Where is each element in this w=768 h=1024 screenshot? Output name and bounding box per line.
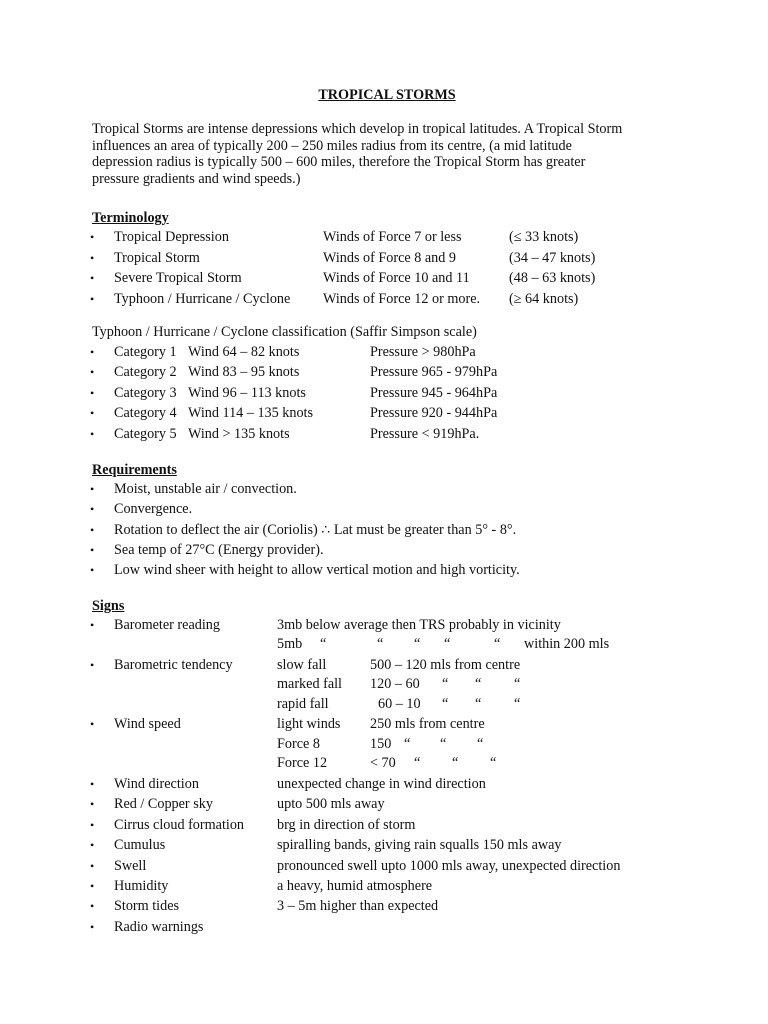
bullet-icon: • xyxy=(90,426,95,441)
sign-value: 500 – 120 mls from centre xyxy=(370,656,521,673)
sign-continuation xyxy=(92,754,692,774)
sign-label: Barometer reading xyxy=(114,616,220,633)
sign-value: pronounced swell upto 1000 mls away, unexpected direction xyxy=(277,857,621,874)
sign-label: Cumulus xyxy=(114,837,166,854)
list-item xyxy=(92,615,692,635)
list-item xyxy=(92,248,692,268)
sign-value: brg in direction of storm xyxy=(277,816,416,833)
list-item xyxy=(92,774,692,794)
term-knots: (≥ 64 knots) xyxy=(509,290,579,307)
bullet-icon: • xyxy=(90,250,95,265)
category-pressure: Pressure < 919hPa. xyxy=(370,425,480,442)
sign-label: Storm tides xyxy=(114,898,180,915)
bullet-icon: • xyxy=(90,838,95,853)
term-name: Tropical Storm xyxy=(114,249,200,266)
sign-value: Force 8 xyxy=(277,735,320,752)
ditto-mark: “ xyxy=(494,636,501,653)
list-item xyxy=(92,383,692,403)
list-item xyxy=(92,876,692,896)
ditto-mark: “ xyxy=(442,676,449,693)
bullet-icon: • xyxy=(90,919,95,934)
bullet-icon: • xyxy=(90,817,95,832)
signs-list xyxy=(92,615,692,937)
list-item xyxy=(92,362,692,382)
sign-label: Wind direction xyxy=(114,775,199,792)
requirements-heading: Requirements xyxy=(92,461,177,478)
intro-paragraph xyxy=(92,121,692,187)
requirement-text: Moist, unstable air / convection. xyxy=(114,480,297,497)
list-item xyxy=(92,815,692,835)
category-pressure: Pressure 965 - 979hPa xyxy=(370,364,498,381)
requirement-text: Low wind sheer with height to allow vertical motion and high vorticity. xyxy=(114,562,520,579)
list-item xyxy=(92,520,692,540)
ditto-mark: “ xyxy=(440,735,447,752)
list-item xyxy=(92,540,692,560)
bullet-icon: • xyxy=(90,717,95,732)
category-pressure: Pressure 920 - 944hPa xyxy=(370,405,498,422)
classification-heading: Typhoon / Hurricane / Cyclone classification (Saffir Simpson scale) xyxy=(92,323,477,340)
list-item xyxy=(92,289,692,309)
ditto-mark: “ xyxy=(320,636,327,653)
sign-value: 120 – 60 xyxy=(370,676,420,693)
bullet-icon: • xyxy=(90,657,95,672)
list-item xyxy=(92,268,692,288)
sign-label: Radio warnings xyxy=(114,918,204,935)
bullet-icon: • xyxy=(90,344,95,359)
classification-list xyxy=(92,342,692,444)
bullet-icon: • xyxy=(90,797,95,812)
term-name: Typhoon / Hurricane / Cyclone xyxy=(114,290,291,307)
ditto-mark: “ xyxy=(514,695,521,712)
sign-value: 5mb xyxy=(277,636,303,653)
sign-value: spiralling bands, giving rain squalls 150 mls away xyxy=(277,837,562,854)
sign-label: Swell xyxy=(114,857,147,874)
category-label: Category 3 xyxy=(114,384,177,401)
term-winds: Winds of Force 12 or more. xyxy=(323,290,481,307)
ditto-mark: “ xyxy=(475,695,482,712)
term-knots: (48 – 63 knots) xyxy=(509,270,596,287)
intro-line: pressure gradients and wind speeds.) xyxy=(92,170,301,187)
sign-value: 3mb below average then TRS probably in vicinity xyxy=(277,616,561,633)
ditto-mark: “ xyxy=(414,636,421,653)
bullet-icon: • xyxy=(90,230,95,245)
bullet-icon: • xyxy=(90,878,95,893)
sign-value: a heavy, humid atmosphere xyxy=(277,877,433,894)
requirement-text: Rotation to deflect the air (Coriolis) ∴ Lat must be greater than 5° - 8°. xyxy=(114,521,517,538)
list-item xyxy=(92,499,692,519)
sign-value: Force 12 xyxy=(277,755,328,772)
bullet-icon: • xyxy=(90,543,95,558)
sign-label: Wind speed xyxy=(114,716,181,733)
sign-continuation xyxy=(92,735,692,755)
sign-value: light winds xyxy=(277,716,341,733)
sign-value: 250 mls from centre xyxy=(370,716,485,733)
term-knots: (34 – 47 knots) xyxy=(509,249,596,266)
intro-line: Tropical Storms are intense depressions which develop in tropical latitudes. A Tropical Storm xyxy=(92,121,623,137)
ditto-mark: “ xyxy=(377,636,384,653)
sign-value: marked fall xyxy=(277,676,342,693)
list-item xyxy=(92,227,692,247)
requirement-text: Sea temp of 27°C (Energy provider). xyxy=(114,542,324,559)
category-wind: Wind 83 – 95 knots xyxy=(188,364,300,381)
term-name: Tropical Depression xyxy=(114,229,229,246)
document-page xyxy=(92,86,692,937)
category-label: Category 2 xyxy=(114,364,177,381)
bullet-icon: • xyxy=(90,385,95,400)
sign-label: Red / Copper sky xyxy=(114,796,213,813)
term-name: Severe Tropical Storm xyxy=(114,270,242,287)
term-winds: Winds of Force 7 or less xyxy=(323,229,462,246)
ditto-mark: “ xyxy=(514,676,521,693)
terminology-list xyxy=(92,227,692,309)
sign-value: upto 500 mls away xyxy=(277,796,385,813)
ditto-mark: “ xyxy=(475,676,482,693)
sign-continuation xyxy=(92,675,692,695)
sign-continuation xyxy=(92,695,692,715)
sign-label: Barometric tendency xyxy=(114,656,233,673)
term-winds: Winds of Force 8 and 9 xyxy=(323,249,457,266)
bullet-icon: • xyxy=(90,271,95,286)
sign-value: rapid fall xyxy=(277,695,329,712)
list-item xyxy=(92,560,692,580)
bullet-icon: • xyxy=(90,502,95,517)
bullet-icon: • xyxy=(90,858,95,873)
list-item xyxy=(92,342,692,362)
sign-value: < 70 xyxy=(370,755,396,772)
category-label: Category 4 xyxy=(114,405,177,422)
bullet-icon: • xyxy=(90,406,95,421)
ditto-mark: “ xyxy=(404,735,411,752)
list-item xyxy=(92,835,692,855)
sign-value: 3 – 5m higher than expected xyxy=(277,898,439,915)
sign-continuation xyxy=(92,635,692,655)
bullet-icon: • xyxy=(90,563,95,578)
sign-value: slow fall xyxy=(277,656,327,673)
sign-value: 150 xyxy=(370,735,392,752)
term-winds: Winds of Force 10 and 11 xyxy=(323,270,470,287)
list-item xyxy=(92,714,692,734)
category-wind: Wind 114 – 135 knots xyxy=(188,405,314,422)
list-item xyxy=(92,917,692,937)
bullet-icon: • xyxy=(90,522,95,537)
requirements-list xyxy=(92,479,692,581)
sign-value: 60 – 10 xyxy=(378,695,421,712)
term-knots: (≤ 33 knots) xyxy=(509,229,579,246)
bullet-icon: • xyxy=(90,481,95,496)
ditto-mark: “ xyxy=(442,695,449,712)
category-wind: Wind > 135 knots xyxy=(188,425,290,442)
terminology-heading: Terminology xyxy=(92,210,169,227)
requirement-text: Convergence. xyxy=(114,501,193,518)
category-pressure: Pressure > 980hPa xyxy=(370,343,476,360)
category-pressure: Pressure 945 - 964hPa xyxy=(370,384,498,401)
page-title: TROPICAL STORMS xyxy=(318,87,456,103)
list-item xyxy=(92,479,692,499)
list-item xyxy=(92,856,692,876)
ditto-mark: “ xyxy=(414,755,421,772)
sign-value: within 200 mls xyxy=(524,636,610,653)
sign-value: unexpected change in wind direction xyxy=(277,775,486,792)
intro-line: depression radius is typically 500 – 600 miles, therefore the Tropical Storm has greater xyxy=(92,154,586,171)
bullet-icon: • xyxy=(90,291,95,306)
ditto-mark: “ xyxy=(452,755,459,772)
category-label: Category 5 xyxy=(114,425,177,442)
bullet-icon: • xyxy=(90,365,95,380)
bullet-icon: • xyxy=(90,617,95,632)
bullet-icon: • xyxy=(90,776,95,791)
list-item xyxy=(92,403,692,423)
sign-label: Cirrus cloud formation xyxy=(114,816,245,833)
category-wind: Wind 96 – 113 knots xyxy=(188,384,306,401)
ditto-mark: “ xyxy=(477,735,484,752)
list-item xyxy=(92,424,692,444)
ditto-mark: “ xyxy=(444,636,451,653)
signs-heading: Signs xyxy=(92,597,125,614)
list-item xyxy=(92,655,692,675)
list-item xyxy=(92,794,692,814)
list-item xyxy=(92,896,692,916)
bullet-icon: • xyxy=(90,899,95,914)
intro-line: influences an area of typically 200 – 250 miles radius from its centre, (a mid latitude xyxy=(92,137,572,154)
category-label: Category 1 xyxy=(114,343,177,360)
sign-label: Humidity xyxy=(114,877,169,894)
category-wind: Wind 64 – 82 knots xyxy=(188,343,300,360)
ditto-mark: “ xyxy=(490,755,497,772)
